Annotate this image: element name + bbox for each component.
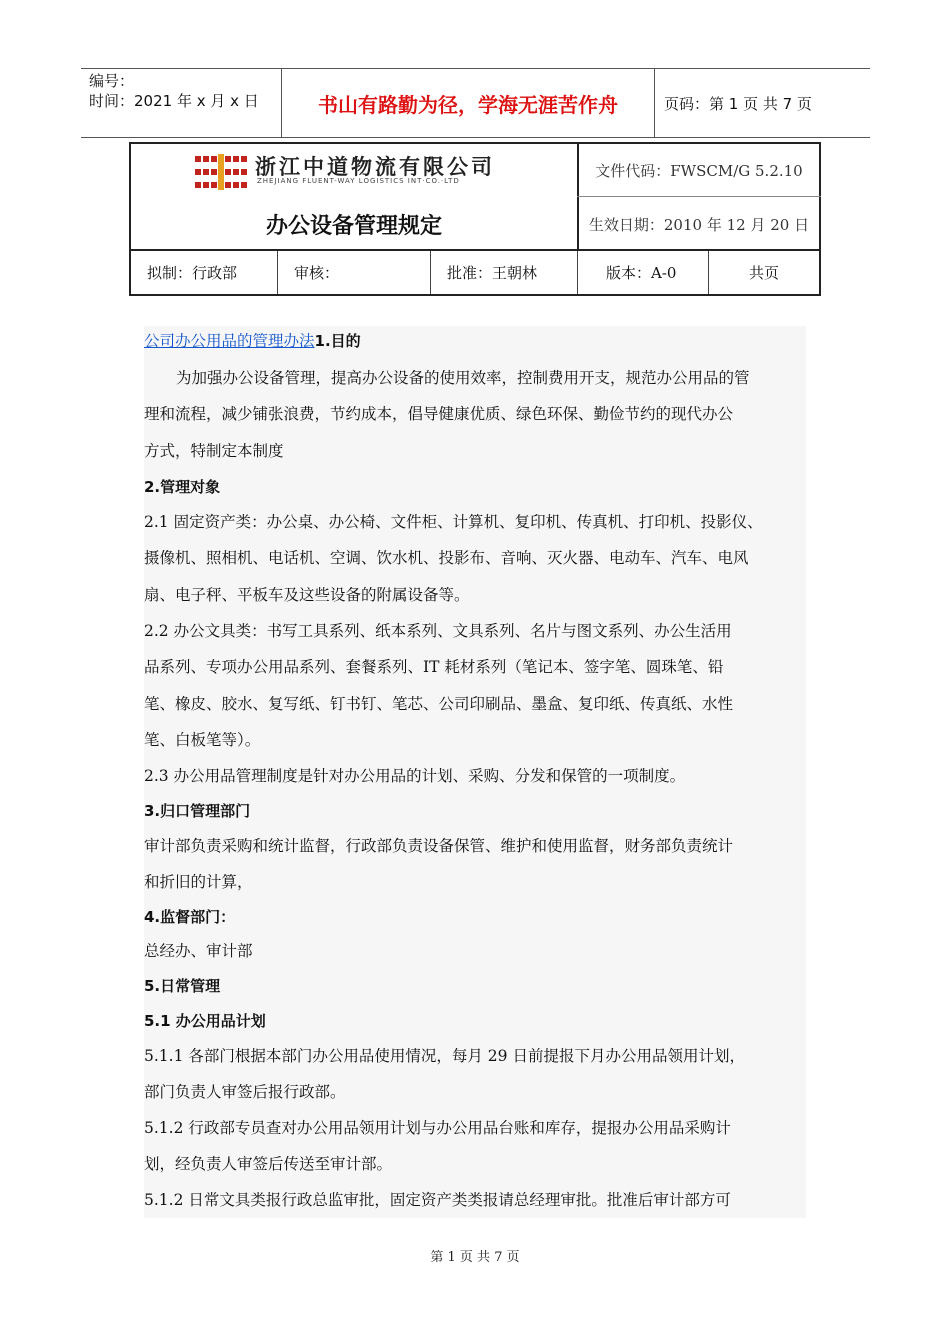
paragraph-line: 2.3 办公用品管理制度是针对办公用品的计划、采购、分发和保管的一项制度。 <box>144 767 686 785</box>
paragraph-line: 5.1.2 日常文具类报行政总监审批，固定资产类类报请总经理审批。批准后审计部方可 <box>144 1191 731 1209</box>
document-number-label: 编号： <box>89 72 135 90</box>
subsection-heading: 5.1 办公用品计划 <box>144 1012 266 1030</box>
drafted-by: 拟制：行政部 <box>131 251 278 294</box>
file-code: 文件代码：FWSCM/G 5.2.10 <box>595 161 803 180</box>
paragraph-line: 部门负责人审签后报行政部。 <box>144 1083 346 1101</box>
paragraph-line: 2.1 固定资产类：办公桌、办公椅、文件柜、计算机、复印机、传真机、打印机、投影仪、 <box>144 513 763 531</box>
header-motto: 书山有路勤为径，学海无涯苦作舟 <box>281 69 655 137</box>
reviewed-by: 审核： <box>278 251 431 294</box>
paragraph-line: 5.1.2 行政部专员查对办公用品领用计划与办公用品台账和库存，提报办公用品采购计 <box>144 1119 731 1137</box>
paragraph-line: 和折旧的计算， <box>144 873 253 891</box>
paragraph-line: 5.1.1 各部门根据本部门办公用品使用情况，每月 29 日前提报下月办公用品领用计划， <box>144 1047 745 1065</box>
company-logo <box>131 144 577 198</box>
page-header <box>81 68 870 138</box>
section-heading: 1.目的 <box>314 332 361 350</box>
company-name-en: ZHEJIANG FLUENT-WAY LOGISTICS INT·CO.·LTD <box>257 177 460 185</box>
paragraph-line: 总经办、审计部 <box>144 942 253 960</box>
paragraph-line: 审计部负责采购和统计监督，行政部负责设备保管、维护和使用监督，财务部负责统计 <box>144 837 734 855</box>
section-heading: 5.日常管理 <box>144 977 221 995</box>
effective-date: 生效日期：2010 年 12 月 20 日 <box>588 215 810 234</box>
paragraph-line: 品系列、专项办公用品系列、套餐系列、IT 耗材系列（笔记本、签字笔、圆珠笔、铅 <box>144 658 724 676</box>
paragraph-line: 为加强办公设备管理，提高办公设备的使用效率，控制费用开支，规范办公用品的管 <box>176 369 750 387</box>
document-time: 时间：2021 年 x 月 x 日 <box>89 92 259 110</box>
paragraph-line: 理和流程，减少铺张浪费，节约成本，倡导健康优质、绿色环保、勤俭节约的现代办公 <box>144 405 734 423</box>
header-page-info: 页码：第 1 页 共 7 页 <box>664 94 812 113</box>
logo-mark-icon <box>193 154 249 190</box>
section-heading: 2.管理对象 <box>144 478 221 496</box>
paragraph-line: 摄像机、照相机、电话机、空调、饮水机、投影布、音响、灭火器、电动车、汽车、电风 <box>144 549 749 567</box>
page-footer: 第 1 页 共 7 页 <box>430 1250 520 1265</box>
paragraph-line: 笔、橡皮、胶水、复写纸、钉书钉、笔芯、公司印刷品、墨盒、复印纸、传真纸、水性 <box>144 695 734 713</box>
paragraph-line: 扇、电子秤、平板车及这些设备的附属设备等。 <box>144 586 470 604</box>
total-pages: 共页 <box>748 264 779 282</box>
section-1-heading-line <box>144 330 806 352</box>
document-title: 办公设备管理规定 <box>265 213 442 239</box>
paragraph-line: 方式，特制定本制度 <box>144 442 284 460</box>
title-block-table <box>129 142 821 296</box>
company-name-cn: 浙江中道物流有限公司 <box>255 155 495 179</box>
approved-by: 批准：王朝林 <box>431 251 578 294</box>
table-divider <box>577 196 821 197</box>
policy-link[interactable]: 公司办公用品的管理办法 <box>144 332 315 350</box>
version: 版本：A-0 <box>578 251 709 294</box>
section-heading: 4.监督部门： <box>144 908 236 926</box>
header-left-cell <box>81 69 281 137</box>
paragraph-line: 2.2 办公文具类：书写工具系列、纸本系列、文具系列、名片与图文系列、办公生活用 <box>144 622 732 640</box>
paragraph-line: 笔、白板笔等）。 <box>144 731 261 749</box>
paragraph-line: 划，经负责人审签后传送至审计部。 <box>144 1155 393 1173</box>
section-heading: 3.归口管理部门 <box>144 802 251 820</box>
